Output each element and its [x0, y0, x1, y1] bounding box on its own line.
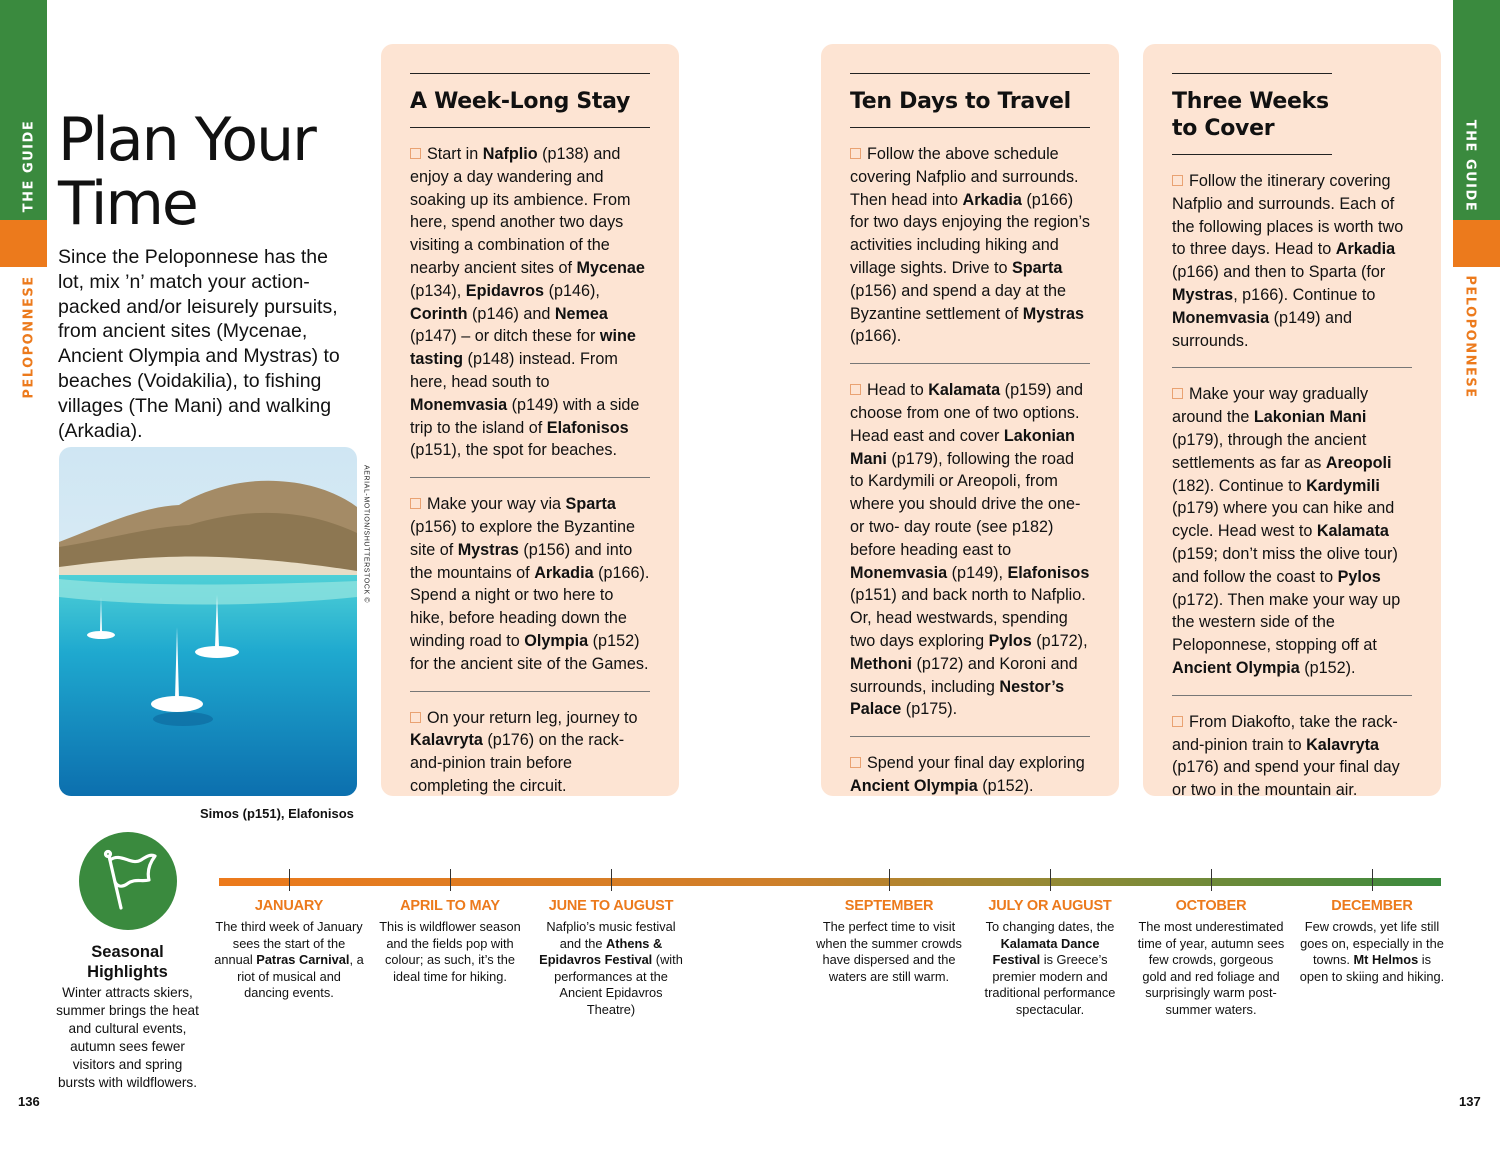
highlight-text: wine tasting	[410, 327, 636, 369]
seasonal-title: Seasonal Highlights	[87, 943, 168, 981]
timeline-label: OCTOBER	[1175, 898, 1247, 914]
body-text: To changing dates, the	[985, 919, 1115, 934]
body-text: The most underestimated time of year, autumn sees few crowds, gorgeous gold and red foliage and surprisingly warm post-summer waters.	[1137, 919, 1285, 1017]
elafonisos-photo	[59, 447, 357, 796]
page-number-left: 136	[18, 1094, 40, 1109]
highlight-text: Areopoli	[1325, 453, 1392, 472]
body-text: (p172) and Koroni and surrounds, including	[850, 654, 1078, 696]
left-region-tab	[0, 220, 47, 267]
itinerary-entry	[410, 128, 650, 478]
highlight-text: Elafonisos	[546, 418, 629, 437]
card-ten-days	[821, 44, 1119, 796]
itinerary-entry	[1172, 368, 1412, 695]
body-text: (p159) and choose from one of two options. Head east and cover	[850, 381, 1083, 445]
checkbox-bullet-icon	[1172, 388, 1183, 399]
body-text: (p156) to explore the Byzantine site of	[410, 517, 635, 559]
timeline-item	[1136, 898, 1286, 1019]
timeline-tick	[1211, 869, 1212, 891]
highlight-text: Olympia	[524, 631, 589, 650]
highlight-text: Ancient Olympia	[850, 776, 978, 795]
highlight-text: Mystras	[1172, 285, 1234, 304]
timeline-label: JUNE TO AUGUST	[548, 898, 674, 914]
itinerary-entry	[410, 692, 650, 813]
checkbox-bullet-icon	[1172, 175, 1183, 186]
timeline-label: JANUARY	[254, 898, 324, 914]
body-text: Start in	[427, 145, 483, 163]
left-guide-label: THE GUIDE	[21, 119, 37, 213]
timeline-text	[536, 919, 686, 1019]
highlight-text: Kardymili	[1306, 476, 1380, 495]
body-text: (p138) and enjoy a day wandering and soaking up its ambience. From here, spend another two days visiting a combination of the nearby ancient sites of	[410, 145, 631, 277]
timeline-text	[375, 919, 525, 985]
highlight-text: Monemvasia	[1172, 308, 1270, 327]
card-title: A Week-Long Stay	[410, 73, 650, 128]
timeline-item	[814, 898, 964, 985]
body-text: (p172),	[1031, 631, 1088, 650]
body-text: (p166) and then to Sparta (for	[1172, 263, 1386, 282]
body-text: Make your way gradually around the	[1172, 385, 1369, 427]
body-text: (p152).	[1299, 658, 1356, 677]
body-text: The third week of January sees the start of the annual	[214, 919, 363, 968]
timeline-text	[1136, 919, 1286, 1019]
photo-credit: AERIAL-MOTION/SHUTTERSTOCK ©	[362, 464, 370, 604]
left-region-label: PELOPONNESE	[21, 275, 37, 399]
checkbox-bullet-icon	[410, 498, 421, 509]
body-text: (p176) and spend your final day or two in the mountain air.	[1172, 758, 1400, 800]
card-entries	[1172, 155, 1412, 817]
card-title: Ten Days to Travel	[850, 73, 1090, 128]
timeline-bar	[219, 878, 1441, 886]
checkbox-bullet-icon	[850, 757, 861, 768]
itinerary-entry	[1172, 696, 1412, 817]
body-text: (p149),	[947, 563, 1008, 582]
body-text: This is wildflower season and the fields pop with colour; as such, it’s the ideal time for hiking.	[379, 919, 521, 984]
highlight-text: Lakonian Mani	[850, 426, 1075, 468]
highlight-text: Nafplio	[482, 145, 538, 163]
body-text: (p151) and back north to Nafplio. Or, head westwards, spending two days exploring	[850, 586, 1086, 650]
body-text: Make your way via	[427, 495, 566, 514]
body-text: , p166). Continue to	[1233, 285, 1376, 304]
highlight-text: Mycenae	[576, 258, 645, 277]
highlight-text: Pylos	[1337, 567, 1381, 586]
highlight-text: Monemvasia	[410, 395, 508, 414]
timeline-text	[975, 919, 1125, 1019]
seasonal-text: Winter attracts skiers, summer brings the heat and cultural events, autumn sees fewer visitors and spring bursts with wildflowers.	[56, 985, 199, 1090]
body-text: (182). Continue to	[1172, 476, 1307, 495]
highlight-text: Patras Carnival	[256, 952, 350, 968]
body-text: (p176) on the rack-and-pinion train before completing the circuit.	[410, 731, 625, 795]
body-text: (with performances at the Ancient Epidavros Theatre)	[554, 952, 683, 1017]
right-region-label: PELOPONNESE	[1462, 275, 1478, 399]
timeline-label: SEPTEMBER	[844, 898, 934, 914]
highlight-text: Kalamata Dance Festival	[992, 935, 1100, 968]
highlight-text: Kalavryta	[1306, 735, 1379, 754]
checkbox-bullet-icon	[850, 384, 861, 395]
highlight-text: Kalamata	[928, 381, 1001, 400]
highlight-text: Sparta	[565, 495, 616, 514]
body-text: (p159; don’t miss the olive tour) and follow the coast to	[1172, 544, 1398, 586]
body-text: From Diakofto, take the rack-and-pinion train to	[1172, 712, 1398, 754]
seasonal-badge	[79, 832, 177, 930]
intro-paragraph: Since the Peloponnese has the lot, mix ’n’ match your action-packed and/or leisurely pursuits, from ancient sites (Mycenae, Ancient Olympia and Mystras) to beaches (Voidakilia), to fishing villages (The Mani) and walking (Arkadia).	[58, 246, 340, 442]
body-text: Follow the above schedule covering Nafplio and surrounds. Then head into	[850, 145, 1079, 209]
page-title-line-1: Plan Your	[58, 105, 315, 175]
timeline-tick	[289, 869, 290, 891]
itinerary-entry	[850, 128, 1090, 364]
right-region-tab	[1453, 220, 1500, 267]
timeline-tick	[889, 869, 890, 891]
highlight-text: Kalamata	[1316, 522, 1389, 541]
body-text: (p149) and surrounds.	[1172, 308, 1352, 350]
card-three-weeks	[1143, 44, 1441, 800]
highlight-text: Pylos	[988, 631, 1032, 650]
highlight-text: Ancient Olympia	[1172, 658, 1300, 677]
highlight-text: Elafonisos	[1007, 563, 1090, 582]
highlight-text: Epidavros	[465, 281, 545, 300]
body-text: (p179), following the road to Kardymili or Areopoli, from where you should drive the one- or two- day route (see p182) before heading east to	[850, 449, 1081, 559]
body-text: (p152) for the ancient site of the Games.	[410, 631, 649, 673]
page-title	[58, 105, 315, 239]
card-week-long-stay	[381, 44, 679, 796]
body-text: (p149) with a side trip to the island of	[410, 395, 640, 437]
body-text: Spend your final day exploring	[867, 754, 1085, 773]
checkbox-bullet-icon	[410, 148, 421, 159]
timeline-text	[814, 919, 964, 985]
body-text: is Greece’s premier modern and traditional performance spectacular.	[984, 952, 1116, 1017]
highlight-text: Mystras	[1022, 304, 1084, 323]
itinerary-entry	[850, 364, 1090, 737]
body-text: (p166) for two days enjoying the region’s activities including hiking and village sights. Drive to	[850, 190, 1090, 277]
timeline-tick	[450, 869, 451, 891]
body-text: (p166).	[850, 327, 902, 346]
body-text: (p179) where you can hike and cycle. Head west to	[1172, 499, 1395, 541]
body-text: (p146),	[544, 281, 600, 300]
card-title: Three Weeks to Cover	[1172, 73, 1332, 155]
itinerary-entry	[850, 737, 1090, 813]
body-text: (p156) and into the mountains of	[410, 540, 633, 582]
highlight-text: Kalavryta	[410, 731, 483, 750]
page-number-right: 137	[1459, 1094, 1481, 1109]
itinerary-entry	[410, 478, 650, 691]
photo-caption: Simos (p151), Elafonisos	[200, 806, 354, 821]
timeline-item	[975, 898, 1125, 1019]
body-text: (p134),	[410, 281, 466, 300]
highlight-text: Nestor’s Palace	[850, 677, 1065, 719]
body-text: Few crowds, yet life still goes on, especially in the towns.	[1300, 919, 1444, 968]
highlight-text: Lakonian Mani	[1253, 408, 1367, 427]
checkbox-bullet-icon	[1172, 716, 1183, 727]
highlight-text: Mystras	[457, 540, 519, 559]
highlight-text: Monemvasia	[850, 563, 948, 582]
body-text: (p166). Spend a night or two here to hike, before heading down the winding road to	[410, 563, 650, 650]
body-text: Nafplio’s music festival and the	[546, 919, 676, 951]
timeline-item	[214, 898, 364, 1002]
body-text: On your return leg, journey to	[427, 708, 638, 727]
timeline-item	[375, 898, 525, 985]
body-text: (p175).	[901, 700, 958, 719]
body-text: Follow the itinerary covering Nafplio and surrounds. Each of the following places is worth two to three days. Head to	[1172, 172, 1404, 259]
body-text: (p148) instead. From here, head south to	[410, 350, 618, 391]
body-text: , a riot of musical and dancing events.	[237, 952, 364, 1001]
highlight-text: Sparta	[1011, 258, 1063, 277]
timeline-text	[1297, 919, 1447, 985]
timeline-label: DECEMBER	[1331, 898, 1413, 914]
right-guide-label: THE GUIDE	[1462, 119, 1478, 213]
highlight-text: Arkadia	[534, 563, 594, 582]
highlight-text: Methoni	[850, 654, 913, 673]
highlight-text: Corinth	[410, 304, 468, 323]
body-text: (p152).	[977, 776, 1034, 795]
body-text: (p146) and	[467, 304, 555, 323]
highlight-text: Arkadia	[962, 190, 1022, 209]
highlight-text: Nemea	[554, 304, 608, 323]
body-text: (p147) – or ditch these for	[410, 327, 600, 346]
body-text: Head to	[867, 381, 929, 400]
highlight-text: Mt Helmos	[1353, 952, 1419, 968]
timeline-tick	[1372, 869, 1373, 891]
timeline-tick	[611, 869, 612, 891]
timeline-item	[1297, 898, 1447, 985]
page-title-line-2: Time	[58, 169, 197, 239]
body-text: (p172). Then make your way up the western side of the Peloponnese, stopping off at	[1172, 590, 1401, 655]
checkbox-bullet-icon	[850, 148, 861, 159]
body-text: (p156) and spend a day at the Byzantine settlement of	[850, 281, 1066, 323]
highlight-text: Arkadia	[1335, 240, 1396, 259]
timeline-text	[214, 919, 364, 1002]
body-text: is open to skiing and hiking.	[1299, 952, 1445, 984]
card-entries	[410, 128, 650, 813]
timeline-item	[536, 898, 686, 1019]
itinerary-entry	[1172, 155, 1412, 368]
body-text: (p179), through the ancient settlements as far as	[1172, 430, 1367, 472]
flag-icon	[79, 832, 177, 930]
body-text: (p151), the spot for beaches.	[410, 441, 617, 460]
timeline-label: APRIL TO MAY	[400, 898, 500, 914]
body-text: The perfect time to visit when the summer crowds have dispersed and the waters are still warm.	[816, 919, 962, 984]
card-entries	[850, 128, 1090, 813]
timeline-tick	[1050, 869, 1051, 891]
highlight-text: Athens & Epidavros Festival	[539, 935, 663, 968]
checkbox-bullet-icon	[410, 712, 421, 723]
timeline-label: JULY OR AUGUST	[988, 898, 1112, 914]
